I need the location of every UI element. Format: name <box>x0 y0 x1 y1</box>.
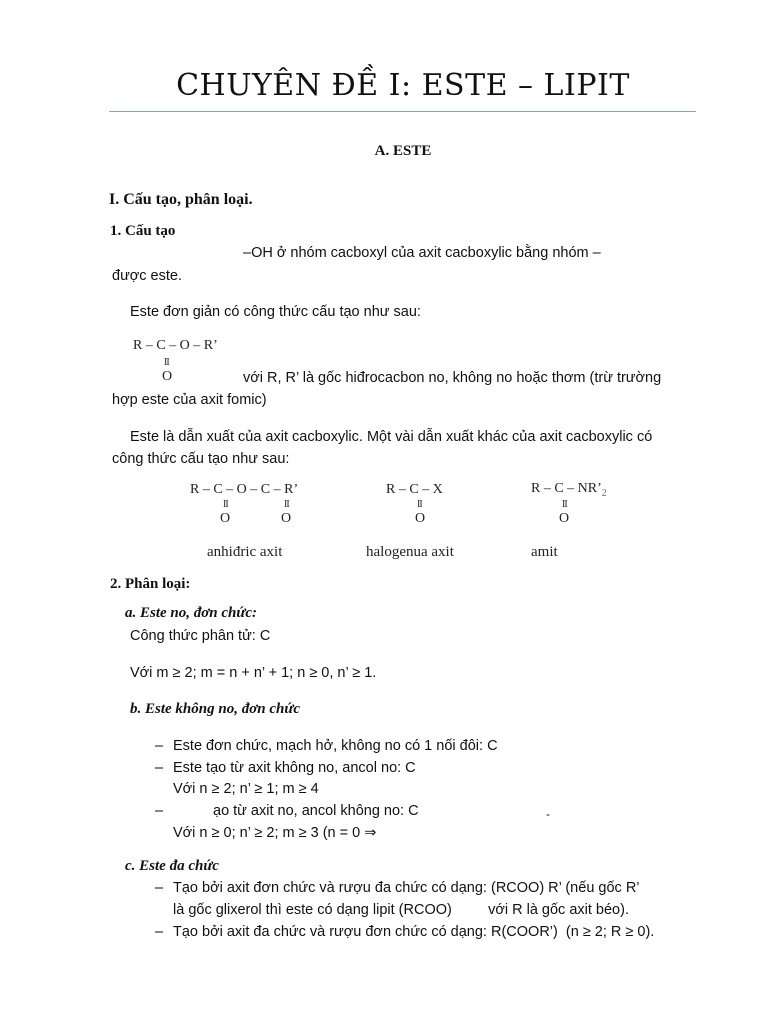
heading-saturated-ester: a. Este no, đơn chức: <box>125 605 258 621</box>
section-heading-1: I. Cấu tạo, phân loại. <box>109 191 253 208</box>
list-item: – ạo từ axit no, ancol không no: C <box>155 803 419 819</box>
double-bond-mark: II <box>223 499 228 510</box>
double-bond-mark: II <box>164 357 169 368</box>
saturated-conditions: Với m ≥ 2; m = n + n’ + 1; n ≥ 0, n’ ≥ 1. <box>130 665 377 681</box>
heading-unsaturated-ester: b. Este không no, đơn chức <box>130 701 300 717</box>
paragraph-4-line-1: Este là dẫn xuất của axit cacboxylic. Một vài dẫn xuất khác của axit cacboxylic có <box>130 429 653 445</box>
label-anhydride: anhiđric axit <box>207 544 283 560</box>
list-item: – Tạo bởi axit đa chức và rượu đơn chức có dạng: R(COOR’) (n ≥ 2; R ≥ 0). <box>155 924 655 940</box>
ester-formula-top: R – C – O – R’ <box>133 338 218 353</box>
double-bond-mark: II <box>417 499 422 510</box>
oxygen-label: O <box>559 511 570 526</box>
list-item: là gốc glixerol thì este có dạng lipit (RCOO) với R là gốc axit béo). <box>173 902 629 918</box>
title-underline <box>109 111 696 112</box>
subheading-structure: 1. Cấu tạo <box>110 223 176 239</box>
paragraph-1-line-2: được este. <box>112 268 182 284</box>
page-title: CHUYÊN ĐỀ I: ESTE – LIPIT <box>176 68 630 103</box>
stray-mark: - <box>546 807 550 821</box>
label-halide: halogenua axit <box>366 544 454 560</box>
derivative-amide-formula: R – C – $NR’_2$ <box>531 481 607 499</box>
section-heading-a: A. ESTE <box>374 143 432 159</box>
heading-polyfunctional-ester: c. Este đa chức <box>125 858 219 874</box>
label-amide: amit <box>531 544 558 560</box>
ester-formula-oxygen: O <box>162 369 173 384</box>
paragraph-1-line-1: –OH ở nhóm cacboxyl của axit cacboxylic bằng nhóm – <box>243 245 601 261</box>
subheading-classification: 2. Phân loại: <box>110 576 191 592</box>
oxygen-label: O <box>281 511 292 526</box>
list-item: – Tạo bởi axit đơn chức và rượu đa chức có dạng: (RCOO) R’ (nếu gốc R’ <box>155 880 640 896</box>
saturated-molecular-formula: Công thức phân tử: C <box>130 628 271 644</box>
double-bond-mark: II <box>562 499 567 510</box>
oxygen-label: O <box>220 511 231 526</box>
double-bond-mark: II <box>284 499 289 510</box>
list-item: – Este tạo từ axit không no, ancol no: C <box>155 760 416 776</box>
list-item: Với n ≥ 0; n’ ≥ 2; m ≥ 3 (n = 0 ⇒ <box>173 825 377 841</box>
derivative-halide-formula: R – C – X <box>386 482 443 497</box>
paragraph-4-line-2: công thức cấu tạo như sau: <box>112 451 290 467</box>
derivative-anhydride-formula: R – C – O – C – R’ <box>190 482 299 497</box>
list-item: Với n ≥ 2; n’ ≥ 1; m ≥ 4 <box>173 781 319 797</box>
paragraph-3-line-2: hợp este của axit fomic) <box>112 392 267 408</box>
list-item: – Este đơn chức, mạch hở, không no có 1 nối đôi: C <box>155 738 498 754</box>
paragraph-2: Este đơn giản có công thức cấu tạo như sau: <box>130 304 421 320</box>
oxygen-label: O <box>415 511 426 526</box>
paragraph-3-line-1: với R, R’ là gốc hiđrocacbon no, không no hoặc thơm (trừ trường <box>243 370 662 386</box>
